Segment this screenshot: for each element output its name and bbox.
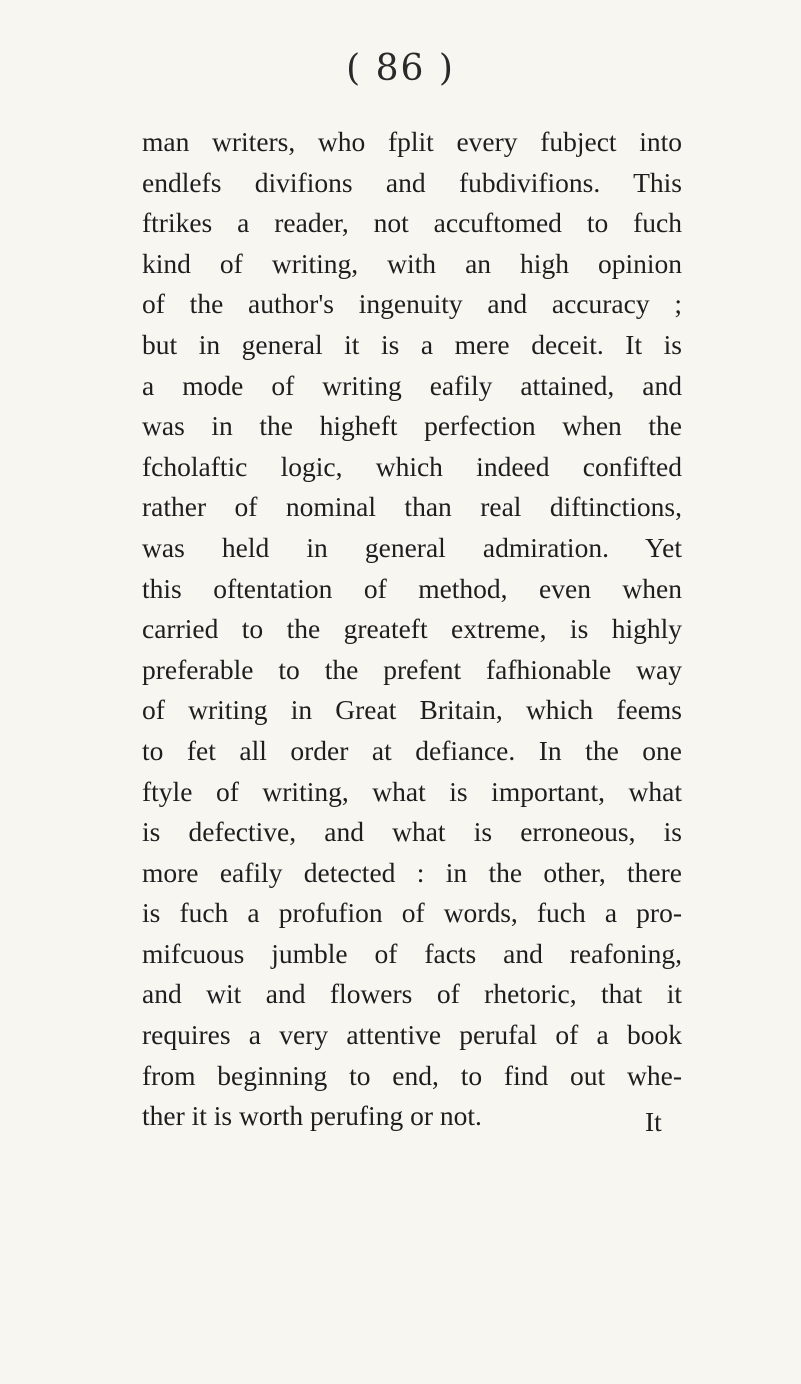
text-line: a mode of writing eafily attained, and <box>142 369 682 401</box>
text-line: from beginning to end, to find out whe- <box>142 1059 682 1091</box>
text-line: man writers, who fplit every fubject into <box>142 126 682 157</box>
text-line: endlefs divifions and fubdivifions. This <box>142 166 682 198</box>
body-text <box>142 122 682 1137</box>
text-line: fcholaftic logic, which indeed confifted <box>142 450 682 482</box>
text-line: ther it is worth perufing or not. <box>142 1100 482 1132</box>
text-line: preferable to the prefent fafhionable way <box>142 653 682 685</box>
text-line: rather of nominal than real diftinctions, <box>142 491 682 523</box>
text-line: to fet all order at defiance. In the one <box>142 734 682 766</box>
text-line: of the author's ingenuity and accuracy ; <box>142 288 682 320</box>
text-line: kind of writing, with an high opinion <box>142 247 682 279</box>
text-line: more eafily detected : in the other, there <box>142 856 682 888</box>
text-line: this oftentation of method, even when <box>142 572 682 604</box>
text-line: is defective, and what is erroneous, is <box>142 816 682 848</box>
text-line: ftyle of writing, what is important, what <box>142 775 682 807</box>
text-line: of writing in Great Britain, which feems <box>142 694 682 726</box>
text-line: ftrikes a reader, not accuftomed to fuch <box>142 207 682 239</box>
page-number: ( 86 ) <box>346 48 455 89</box>
text-line: and wit and flowers of rhetoric, that it <box>142 978 682 1010</box>
text-line: was in the higheft perfection when the <box>142 410 682 442</box>
text-line: was held in general admiration. Yet <box>142 531 682 563</box>
text-line: mifcuous jumble of facts and reafoning, <box>142 937 682 969</box>
text-line: requires a very attentive perufal of a book <box>142 1019 682 1051</box>
catchword: It <box>645 1106 662 1137</box>
text-line: but in general it is a mere deceit. It is <box>142 328 682 360</box>
text-line: carried to the greateft extreme, is highly <box>142 613 682 645</box>
text-line: is fuch a profufion of words, fuch a pro- <box>142 897 682 929</box>
